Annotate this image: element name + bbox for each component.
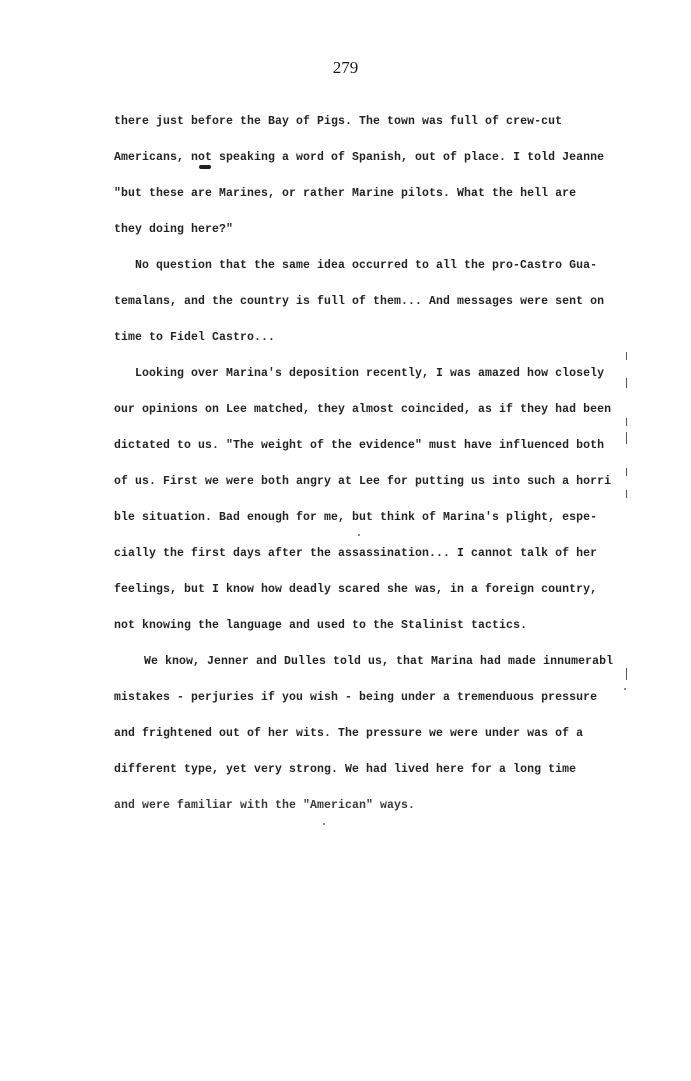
margin-scan-mark bbox=[626, 378, 627, 388]
text-line-20: and were familiar with the "American" ways. bbox=[114, 799, 416, 812]
text-line-16: We know, Jenner and Dulles told us, that Marina had made innumerabl bbox=[144, 655, 614, 668]
text-line-9: our opinions on Lee matched, they almost coincided, as if they had been bbox=[114, 403, 612, 416]
margin-scan-mark bbox=[626, 432, 627, 444]
text-line-12: ble situation. Bad enough for me, but think of Marina's plight, espe- bbox=[114, 511, 598, 524]
text-line-15: not knowing the language and used to the Stalinist tactics. bbox=[114, 619, 528, 632]
text-line-5: No question that the same idea occurred to all the pro-Castro Gua- bbox=[135, 259, 598, 272]
text-line-13: cially the first days after the assassination... I cannot talk of her bbox=[114, 547, 598, 560]
text-line-17: mistakes - perjuries if you wish - being under a tremenduous pressure bbox=[114, 691, 598, 704]
text-line-2: Americans, not speaking a word of Spanish, out of place. I told Jeanne bbox=[114, 151, 605, 164]
text-line-14: feelings, but I know how deadly scared she was, in a foreign country, bbox=[114, 583, 598, 596]
margin-scan-mark bbox=[626, 490, 627, 498]
scan-speck bbox=[323, 823, 325, 825]
text-line-3: "but these are Marines, or rather Marine pilots. What the hell are bbox=[114, 187, 577, 200]
text-line-18: and frightened out of her wits. The pressure we were under was of a bbox=[114, 727, 584, 740]
margin-scan-mark bbox=[626, 352, 627, 360]
text-line-7: time to Fidel Castro... bbox=[114, 331, 276, 344]
text-line-6: temalans, and the country is full of them... And messages were sent on bbox=[114, 295, 605, 308]
text-line-8: Looking over Marina's deposition recently, I was amazed how closely bbox=[135, 367, 605, 380]
text-line-1: there just before the Bay of Pigs. The town was full of crew-cut bbox=[114, 115, 563, 128]
page-number: 279 bbox=[332, 58, 359, 77]
text-line-10: dictated to us. "The weight of the evidence" must have influenced both bbox=[114, 439, 605, 452]
scan-speck bbox=[624, 688, 626, 690]
margin-scan-mark bbox=[626, 668, 627, 680]
text-line-19: different type, yet very strong. We had lived here for a long time bbox=[114, 763, 577, 776]
handwritten-insert-mark bbox=[199, 165, 211, 169]
scan-speck bbox=[358, 534, 360, 536]
margin-scan-mark bbox=[626, 418, 627, 426]
text-line-11: of us. First we were both angry at Lee for putting us into such a horri bbox=[114, 475, 612, 488]
text-line-4: they doing here?" bbox=[114, 223, 234, 236]
margin-scan-mark bbox=[626, 468, 627, 476]
